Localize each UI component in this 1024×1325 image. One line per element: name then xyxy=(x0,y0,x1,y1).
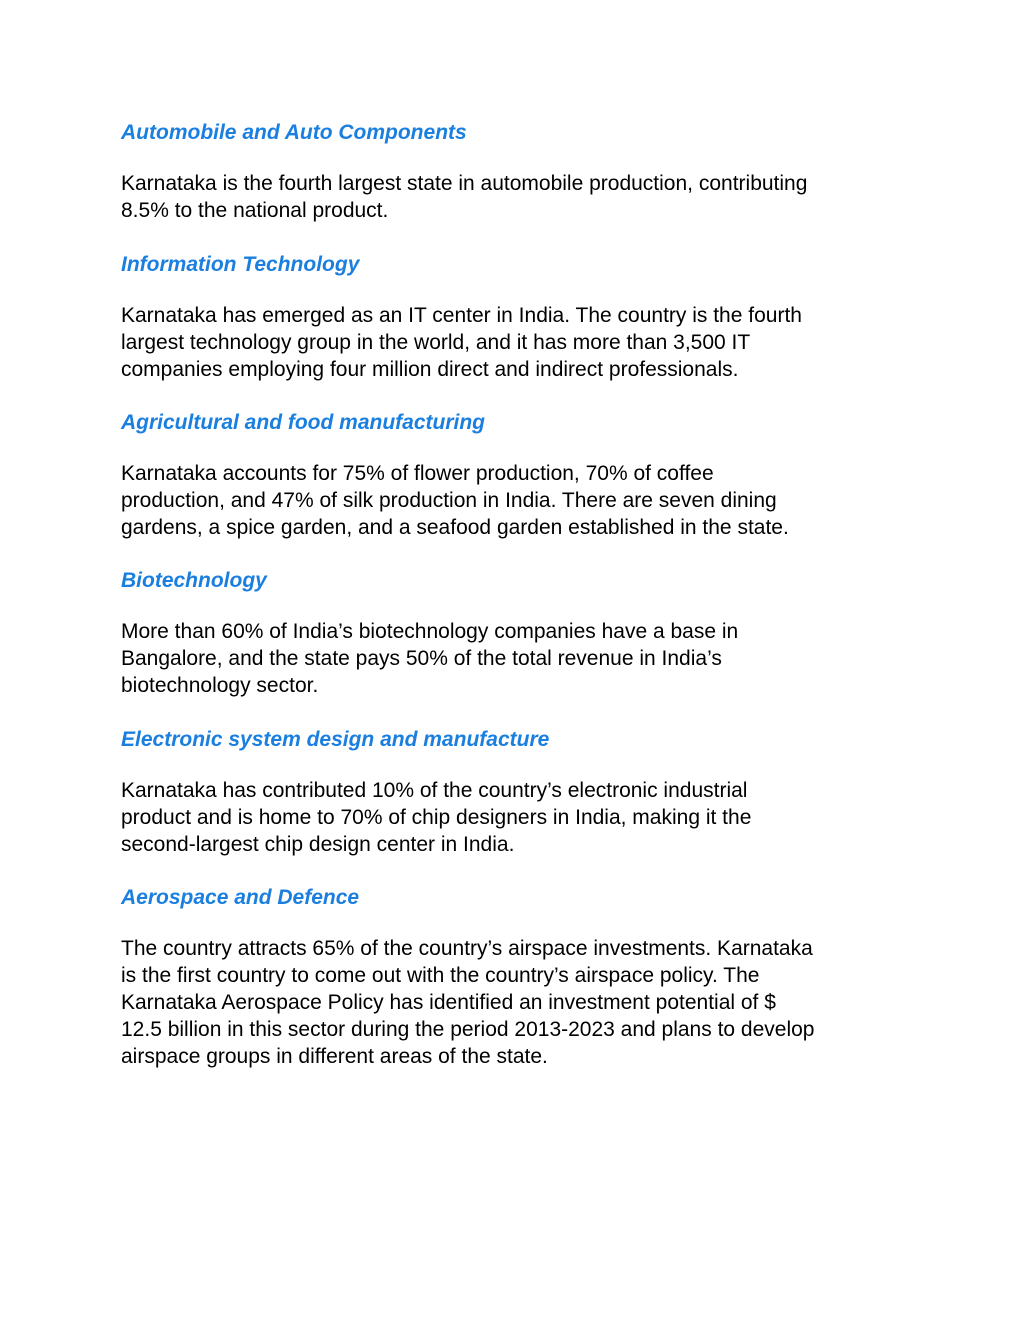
section-electronic-system-design xyxy=(121,725,751,858)
section-paragraph: More than 60% of India’s biotechnology companies have a base in Bangalore, and the state pays 50% of the total revenue in India’s biotechnology sector. xyxy=(121,620,739,697)
section-paragraph: Karnataka is the fourth largest state in automobile production, contributing 8.5% to the national product. xyxy=(121,172,808,222)
section-paragraph: Karnataka has emerged as an IT center in India. The country is the fourth largest technology group in the world, and it has more than 3,500 IT companies employing four million direct and indirect professionals. xyxy=(121,304,802,381)
section-paragraph: Karnataka has contributed 10% of the country’s electronic industrial product and is home to 70% of chip designers in India, making it the second-largest chip design center in India. xyxy=(121,779,752,856)
section-paragraph: Karnataka accounts for 75% of flower production, 70% of coffee production, and 47% of silk production in India. There are seven dining gardens, a spice garden, and a seafood garden established in the state. xyxy=(121,462,789,539)
section-biotechnology xyxy=(121,566,738,699)
section-heading: Aerospace and Defence xyxy=(121,886,360,909)
section-heading: Information Technology xyxy=(121,253,360,276)
section-paragraph: The country attracts 65% of the country’s airspace investments. Karnataka is the first country to come out with the country’s airspace policy. The Karnataka Aerospace Policy has identified an investment potential of $ 12.5 billion in this sector during the period 2013-2023 and plans to develop airspace groups in different areas of the state. xyxy=(121,937,815,1068)
section-heading: Biotechnology xyxy=(121,569,267,592)
section-automobile xyxy=(121,118,807,224)
section-heading: Agricultural and food manufacturing xyxy=(121,411,486,434)
section-heading: Electronic system design and manufacture xyxy=(121,728,550,751)
section-heading: Automobile and Auto Components xyxy=(121,121,467,144)
section-agricultural-food xyxy=(121,408,789,541)
section-information-technology xyxy=(121,250,802,383)
section-aerospace-defence xyxy=(121,883,814,1070)
